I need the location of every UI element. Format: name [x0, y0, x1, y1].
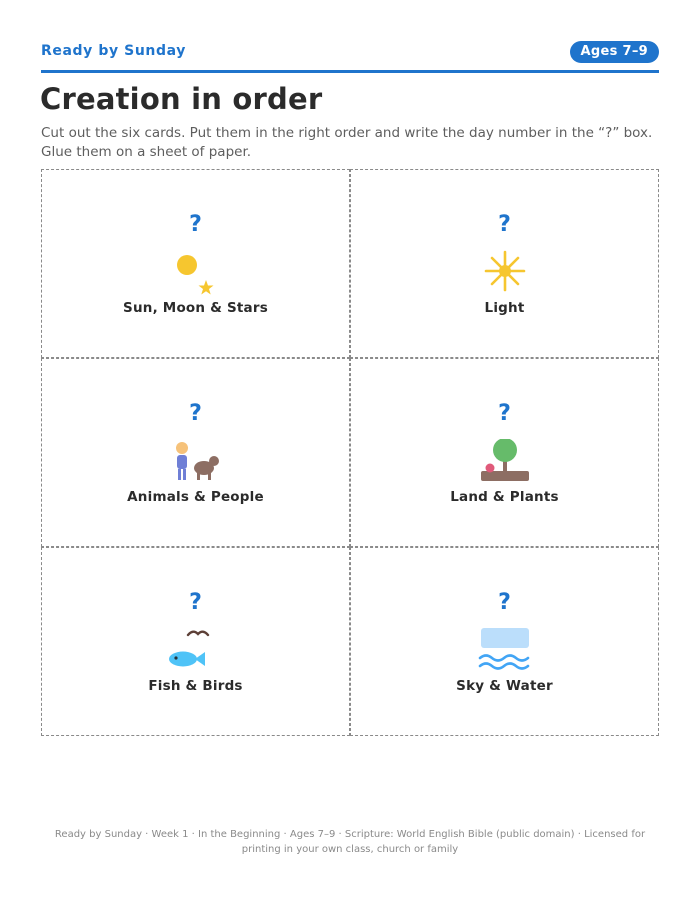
page-footer: Ready by Sunday · Week 1 · In the Beginning · Ages 7–9 · Scripture: World English Bible (public domain) · Licensed for printing in your own class, church or family [54, 829, 646, 855]
person-and-animal-icon [166, 439, 226, 487]
page-header [41, 40, 659, 73]
card-fish-birds[interactable] [41, 547, 350, 736]
day-number-box: ? [189, 590, 202, 615]
page-title: Creation in order [40, 82, 323, 116]
card-sky-water[interactable] [350, 547, 659, 736]
light-burst-icon [475, 250, 535, 298]
card-label: Animals & People [127, 489, 264, 505]
day-number-box: ? [189, 212, 202, 237]
card-label: Land & Plants [450, 489, 559, 505]
fish-and-bird-icon [166, 628, 226, 676]
card-sun-moon-stars[interactable] [41, 169, 350, 358]
card-label: Sun, Moon & Stars [123, 300, 268, 316]
brand-name: Ready by Sunday [41, 43, 186, 59]
tree-on-land-icon [475, 439, 535, 487]
day-number-box: ? [498, 212, 511, 237]
day-number-box: ? [498, 590, 511, 615]
day-number-box: ? [189, 401, 202, 426]
card-light[interactable] [350, 169, 659, 358]
age-badge: Ages 7–9 [570, 41, 659, 63]
card-label: Fish & Birds [148, 678, 243, 694]
sky-and-waves-icon [475, 628, 535, 676]
sun-moon-stars-icon [166, 250, 226, 298]
card-animals-people[interactable] [41, 358, 350, 547]
card-land-plants[interactable] [350, 358, 659, 547]
day-number-box: ? [498, 401, 511, 426]
card-label: Sky & Water [456, 678, 553, 694]
card-grid [41, 169, 659, 737]
card-label: Light [484, 300, 525, 316]
instructions: Cut out the six cards. Put them in the right order and write the day number in the “?” box. Glue them on a sheet of paper. [41, 125, 653, 160]
